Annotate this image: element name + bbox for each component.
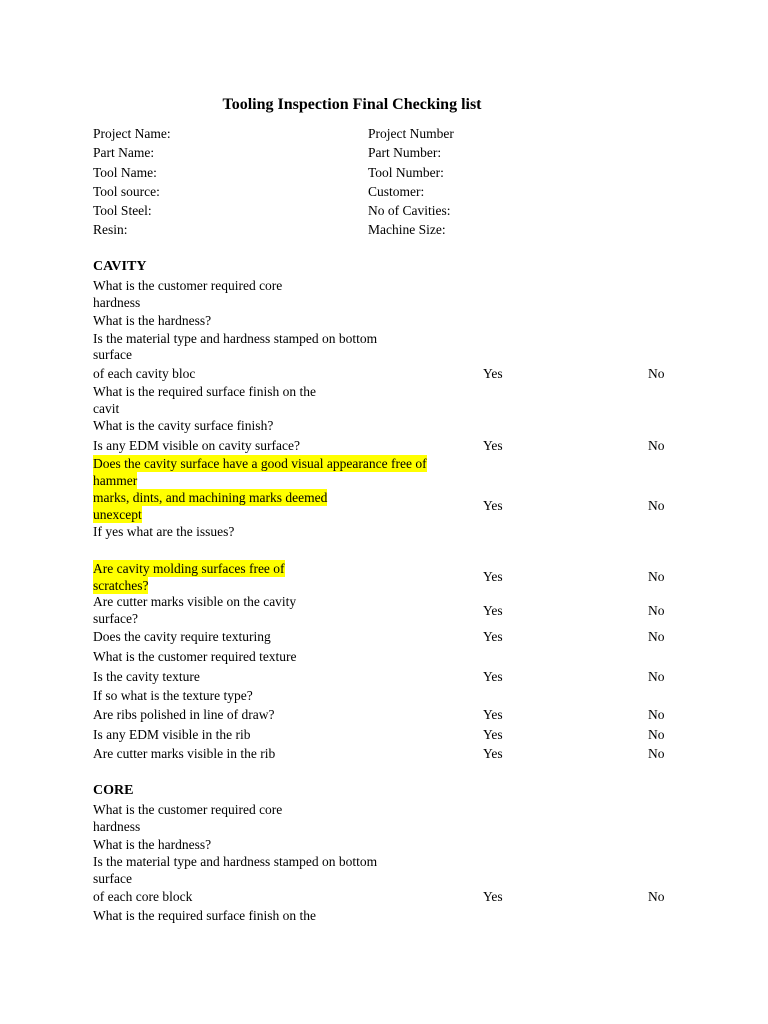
- yes-option[interactable]: Yes: [483, 438, 503, 453]
- question-line: Is the material type and hardness stamped on bottom: [93, 331, 378, 346]
- yes-option[interactable]: Yes: [483, 889, 503, 904]
- no-option[interactable]: No: [648, 569, 665, 584]
- yes-option[interactable]: Yes: [483, 707, 503, 722]
- question-line: What is the required surface finish on the: [93, 908, 317, 923]
- highlighted-question-line: Are cavity molding surfaces free of: [93, 561, 285, 576]
- question-line: What is the cavity surface finish?: [93, 418, 274, 433]
- question-line: Is any EDM visible in the rib: [93, 727, 251, 742]
- question-line: cavit: [93, 401, 120, 416]
- part-name-label: Part Name:: [93, 145, 155, 160]
- tool-number-label: Tool Number:: [368, 165, 444, 180]
- question-line: of each cavity bloc: [93, 366, 196, 381]
- no-option[interactable]: No: [648, 366, 665, 381]
- no-option[interactable]: No: [648, 727, 665, 742]
- no-option[interactable]: No: [648, 498, 665, 513]
- no-of-cavities-label: No of Cavities:: [368, 203, 451, 218]
- resin-label: Resin:: [93, 222, 128, 237]
- question-line: surface: [93, 347, 132, 362]
- highlighted-question-line: marks, dints, and machining marks deemed: [93, 490, 328, 505]
- no-option[interactable]: No: [648, 746, 665, 761]
- yes-option[interactable]: Yes: [483, 498, 503, 513]
- no-option[interactable]: No: [648, 669, 665, 684]
- yes-option[interactable]: Yes: [483, 366, 503, 381]
- document-title: Tooling Inspection Final Checking list: [222, 96, 482, 113]
- project-name-label: Project Name:: [93, 126, 171, 141]
- question-line: What is the hardness?: [93, 837, 212, 852]
- question-line: What is the required surface finish on the: [93, 384, 317, 399]
- cavity-section-heading: CAVITY: [93, 259, 147, 274]
- question-line: surface?: [93, 611, 138, 626]
- core-section-heading: CORE: [93, 783, 134, 798]
- project-number-label: Project Number: [368, 126, 454, 141]
- part-number-label: Part Number:: [368, 145, 442, 160]
- highlighted-question-line: unexcept: [93, 507, 142, 522]
- question-line: surface: [93, 871, 132, 886]
- question-line: Are cutter marks visible in the rib: [93, 746, 276, 761]
- yes-option[interactable]: Yes: [483, 603, 503, 618]
- yes-option[interactable]: Yes: [483, 727, 503, 742]
- question-line: What is the customer required core: [93, 278, 283, 293]
- question-line: If yes what are the issues?: [93, 524, 235, 539]
- no-option[interactable]: No: [648, 603, 665, 618]
- machine-size-label: Machine Size:: [368, 222, 446, 237]
- question-line: Are cutter marks visible on the cavity: [93, 594, 297, 609]
- question-line: Are ribs polished in line of draw?: [93, 707, 275, 722]
- tool-source-label: Tool source:: [93, 184, 160, 199]
- highlighted-question-line: scratches?: [93, 578, 149, 593]
- customer-label: Customer:: [368, 184, 425, 199]
- question-line: Is any EDM visible on cavity surface?: [93, 438, 300, 453]
- question-line: What is the customer required texture: [93, 649, 297, 664]
- yes-option[interactable]: Yes: [483, 746, 503, 761]
- tool-steel-label: Tool Steel:: [93, 203, 152, 218]
- question-line: Is the material type and hardness stamped on bottom: [93, 854, 378, 869]
- yes-option[interactable]: Yes: [483, 569, 503, 584]
- no-option[interactable]: No: [648, 438, 665, 453]
- question-line: Does the cavity require texturing: [93, 629, 271, 644]
- yes-option[interactable]: Yes: [483, 629, 503, 644]
- question-line: hardness: [93, 295, 141, 310]
- question-line: Is the cavity texture: [93, 669, 200, 684]
- no-option[interactable]: No: [648, 889, 665, 904]
- tool-name-label: Tool Name:: [93, 165, 157, 180]
- question-line: If so what is the texture type?: [93, 688, 253, 703]
- question-line: What is the hardness?: [93, 313, 212, 328]
- highlighted-question-line: Does the cavity surface have a good visual appearance free of: [93, 456, 427, 471]
- yes-option[interactable]: Yes: [483, 669, 503, 684]
- no-option[interactable]: No: [648, 707, 665, 722]
- no-option[interactable]: No: [648, 629, 665, 644]
- highlighted-question-line: hammer: [93, 473, 138, 488]
- question-line: of each core block: [93, 889, 193, 904]
- question-line: hardness: [93, 819, 141, 834]
- question-line: What is the customer required core: [93, 802, 283, 817]
